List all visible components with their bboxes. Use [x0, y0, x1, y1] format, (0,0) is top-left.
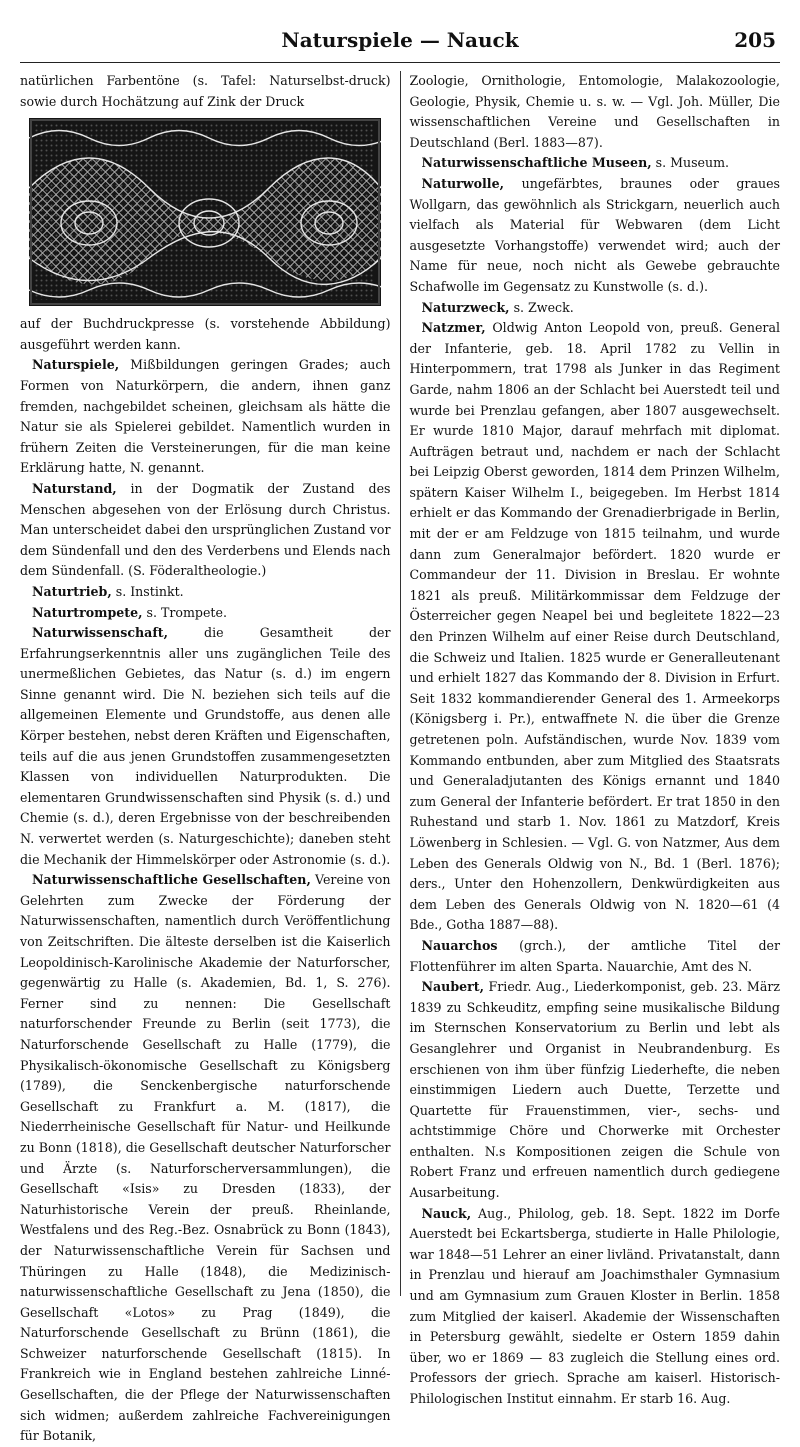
- entry-text: s. Trompete.: [142, 604, 227, 620]
- left-column: [20, 71, 400, 1444]
- entry-naturwissenschaftliche-museen: [410, 153, 781, 174]
- headword: Naturwissenschaft,: [32, 625, 168, 641]
- headword: Naturtrompete,: [32, 604, 143, 620]
- entry-text: s. Museum.: [651, 155, 730, 171]
- entry-natzmer: [410, 318, 781, 936]
- page-header: [20, 28, 780, 63]
- headword: Naturtrieb,: [32, 583, 112, 599]
- lace-figure: [29, 118, 381, 306]
- entry-naturwolle: [410, 174, 781, 298]
- entry-text: s. Instinkt.: [111, 583, 184, 599]
- headword: Naturzweck,: [421, 299, 510, 315]
- entry-naubert: [410, 977, 781, 1204]
- entry-text: Vereine von Gelehrten zum Zwecke der Förderung der Naturwissenschaften, namentlich durch Veröffentlichung von Zeitschriften. Die älteste derselben ist die Kaiserlich Leopoldinisch-Karolinische Akademie der Naturforscher, gegenwärtig zu Halle (s. Akademien, Bd. 1, S. 276). Ferner sind zu nennen: Die Gesellschaft naturforschender Freunde zu Berlin (seit 1773), die Naturforschende Gesellschaft zu Halle (1779), die Physikalisch-ökonomische Gesellschaft zu Königsberg (1789), die Senckenbergische naturforschende Gesellschaft zu Frankfurt a. M. (1817), die Niederrheinische Gesellschaft für Natur- und Heilkunde zu Bonn (1818), die Gesellschaft deutscher Naturforscher und Ärzte (s. Naturforscherversammlungen), die Gesellschaft «Isis» zu Dresden (1833), der Naturhistorische Verein der preuß. Rheinlande, Westfalens und des Reg.-Bez. Osnabrück zu Bonn (1843), der Naturwissenschaftliche Verein für Sachsen und Thüringen zu Halle (1848), die Medizinisch-naturwissenschaftliche Gesellschaft zu Jena (1850), die Gesellschaft «Lotos» zu Prag (1849), die Naturforschende Gesellschaft zu Brünn (1861), die Schweizer naturforschende Gesellschaft (1815). In Frankreich wie in England bestehen zahlreiche Linné-Gesellschaften, die der Pflege der Naturwissenschaften sich widmen; außerdem zahlreiche Fachvereinigungen für Botanik,: [20, 872, 391, 1444]
- right-column: [401, 71, 781, 1406]
- entry-text: Friedr. Aug., Liederkomponist, geb. 23. März 1839 zu Schkeuditz, empfing seine musikalische Bildung im Sternschen Konservatorium zu Berlin und lebt als Gesanglehrer und Organist in Neubrandenburg. Es erschienen von ihm über fünfzig Liederhefte, die neben einstimmigen Liedern auch Duette, Terzette und Quartette für Frauenstimmen, vier-, sechs- und achtstimmige Chöre und Chorwerke mit Orchester enthalten. N.s Kompositionen zeigen die Schule von Robert Franz und erfreuen namentlich durch gediegene Ausarbeitung.: [409, 979, 780, 1201]
- headword: Naturwissenschaftliche Gesellschaften,: [32, 872, 311, 888]
- headword: Naturwolle,: [421, 175, 504, 191]
- columns: [20, 71, 780, 1444]
- page-number: 205: [734, 28, 776, 52]
- running-title: Naturspiele — Nauck: [281, 28, 519, 52]
- lace-pattern-illustration: [29, 118, 381, 306]
- headword: Naubert,: [421, 979, 484, 995]
- entry-text: (grch.), der amtliche Titel der Flottenführer im alten Sparta. Nauarchie, Amt des N.: [409, 937, 780, 974]
- entry-naturtrompete: [20, 603, 391, 624]
- entry-text: ungefärbtes, braunes oder graues Wollgarn, das gewöhnlich als Strickgarn, neuerlich auch vielfach als Material für Webwaren (dem Licht ausgesetzte Vorhangstoffe) verwendet wird; auch der Name für neue, noch nicht als Gewebe gebrauchte Schafwolle im Gegensatz zu Kunstwolle (s. d.).: [409, 175, 780, 294]
- entry-text: die Gesamtheit der Erfahrungserkenntnis aller uns zugänglichen Teile des unermeßlichen Gebietes, das Natur (s. d.) im engern Sinne genannt wird. Die N. beziehen sich teils auf die allgemeinen Elemente und Grundstoffe, aus denen alle Körper bestehen, nebst deren Kräften und Eigenschaften, teils auf die aus jenen Grundstoffen zusammengesetzten Klassen von individuellen Naturprodukten. Die elementaren Grundwissenschaften sind Physik (s. d.) und Chemie (s. d.), deren Ergebnisse von der beschreibenden N. verwertet werden (s. Naturgeschichte); daneben steht die Mechanik der Himmelskörper oder Astronomie (s. d.).: [20, 625, 391, 867]
- intro-text: natürlichen Farbentöne (s. Tafel: Naturselbst-druck) sowie durch Hochätzung auf Zink der Druck: [20, 73, 391, 109]
- entry-text: Aug., Philolog, geb. 18. Sept. 1822 im Dorfe Auerstedt bei Eckartsberga, studierte in Halle Philologie, war 1848—51 Lehrer an einer livländ. Privatanstalt, dann in Prenzlau und hierauf am Joachimsthaler Gymnasium und am Gymnasium zum Grauen Kloster in Berlin. 1858 zum Mitglied der kaiserl. Akademie der Wissenschaften in Petersburg gewählt, siedelte er Ostern 1859 dahin über, wo er 1869 — 83 zugleich die Stellung eines ord. Professors der griech. Sprache am kaiserl. Historisch-Philologischen Institut einnahm. Er starb 16. Aug.: [409, 1205, 780, 1406]
- entry-text: s. Zweck.: [509, 299, 574, 315]
- headword: Natzmer,: [421, 320, 486, 336]
- entry-nauarchos: [410, 936, 781, 977]
- entry-naturstand: [20, 479, 391, 582]
- entry-naturtrieb: [20, 582, 391, 603]
- entry-naturwissenschaftliche-gesellschaften: [20, 870, 391, 1447]
- entry-text: Mißbildungen geringen Grades; auch Formen von Naturkörpern, die andern, ihnen ganz fremden, nachgebildet scheinen, gleichsam als hätte die Natur sie als Spielerei gebildet. Namentlich wurden in frühern Zeiten die Versteinerungen, für die man keine Erklärung hatte, N. genannt.: [20, 357, 391, 476]
- headword: Nauck,: [421, 1205, 472, 1221]
- entry-naturwissenschaft: [20, 623, 391, 870]
- entry-nauck: [410, 1204, 781, 1410]
- entry-text: in der Dogmatik der Zustand des Menschen abgesehen von der Erlösung durch Christus. Man unterscheidet dabei den ursprünglichen Zustand vor dem Sündenfall und den des Verderbens und Elends nach dem Sündenfall. (S. Föderaltheologie.): [20, 480, 391, 579]
- headword: Nauarchos: [421, 937, 498, 953]
- headword: Naturstand,: [32, 480, 117, 496]
- after-figure-text: auf der Buchdruckpresse (s. vorstehende Abbildung) ausgeführt werden kann.: [20, 316, 391, 352]
- continuation-text: Zoologie, Ornithologie, Entomologie, Malakozoologie, Geologie, Physik, Chemie u. s. w. — Vgl. Joh. Müller, Die wissenschaftlichen Vereine und Gesellschaften in Deutschland (Berl. 1883—87).: [409, 73, 780, 150]
- headword: Naturspiele,: [32, 357, 120, 373]
- entry-text: Oldwig Anton Leopold von, preuß. General der Infanterie, geb. 18. April 1782 zu Vellin in Hinterpommern, trat 1798 als Junker in das Regiment Garde, nahm 1806 an der Schlacht bei Auerstedt teil und wurde bei Prenzlau gefangen, aber 1807 ausgewechselt. Er wurde 1810 Major, darauf mehrfach mit diplomat. Aufträgen betraut und, nachdem er nach der Schlacht bei Leipzig Oberst geworden, 1814 dem Prinzen Wilhelm, spätern Kaiser Wilhelm I., beigegeben. Im Herbst 1814 erhielt er das Kommando der Grenadierbrigade in Berlin, mit der er am Feldzuge von 1815 teilnahm, und wurde dann zum Generalmajor befördert. 1820 wurde er Commandeur der 11. Division in Breslau. Er wohnte 1821 als preuß. Militärkommissar dem Feldzuge der Österreicher gegen Neapel bei und begleitete 1822—23 den Prinzen Wilhelm auf einer Reise durch Deutschland, die Schweiz und Italien. 1825 wurde er Generalleutenant und erhielt 1827 das Kommando der 8. Division in Erfurt. Seit 1832 kommandierender General des 1. Armeekorps (Königsberg i. Pr.), entwaffnete N. die über die Grenze getretenen poln. Aufständischen, wurde Nov. 1839 vom Kommando entbunden, aber zum Mitglied des Staatsrats und Generaladjutanten des Königs ernannt und 1840 zum General der Infanterie befördert. Er trat 1850 in den Ruhestand und starb 1. Nov. 1861 zu Matzdorf, Kreis Löwenberg in Schlesien. — Vgl. G. von Natzmer, Aus dem Leben des Generals Oldwig von N., Bd. 1 (Berl. 1876); ders., Unter den Hohenzollern, Denkwürdigkeiten aus dem Leben des Generals Oldwig von N. 1820—61 (4 Bde., Gotha 1887—88).: [409, 320, 780, 933]
- headword: Naturwissenschaftliche Museen,: [421, 155, 652, 171]
- entry-naturspiele: [20, 355, 391, 479]
- entry-naturzweck: [410, 298, 781, 319]
